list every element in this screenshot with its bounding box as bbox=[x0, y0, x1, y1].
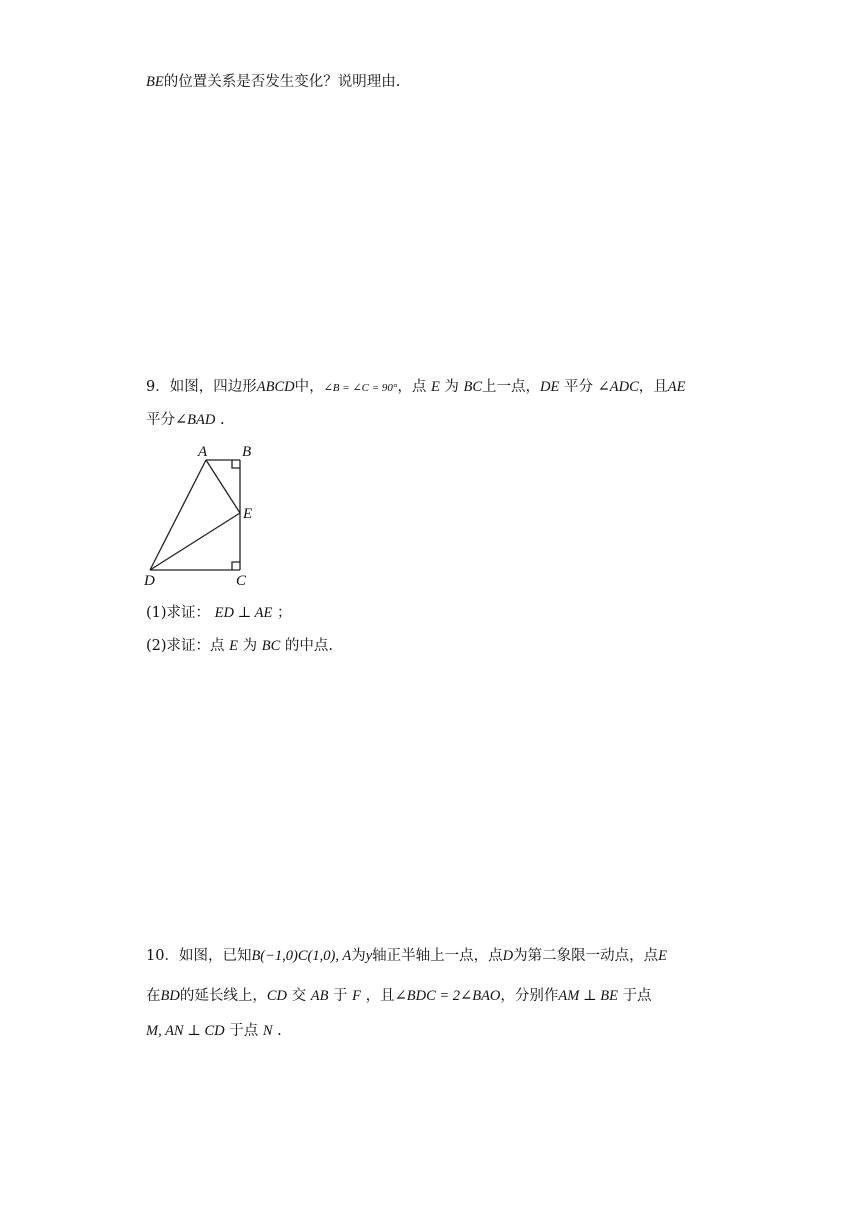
segment-bc: BC bbox=[261, 638, 281, 654]
segment-ae: AE bbox=[667, 379, 686, 395]
label-e: E bbox=[243, 506, 253, 522]
text: ，且 bbox=[638, 379, 668, 395]
perpendicular-ed-ae: ED ⊥ AE bbox=[214, 605, 273, 621]
point-b-coordinates: B(−1,0) bbox=[251, 948, 298, 964]
point-n: N bbox=[262, 1023, 273, 1039]
angle-adc: ∠ADC bbox=[597, 379, 639, 395]
question-9-part-2 bbox=[146, 636, 333, 656]
question-10-line-2 bbox=[146, 986, 652, 1006]
segment-da bbox=[150, 460, 206, 570]
right-angles-condition: ∠B = ∠C = 90° bbox=[323, 382, 398, 394]
text: 于 bbox=[333, 988, 348, 1004]
text: 为第二象限一动点，点 bbox=[513, 948, 659, 964]
text: 交 bbox=[291, 988, 307, 1004]
text: 为 bbox=[351, 948, 366, 964]
quadrilateral-abcd: ABCD bbox=[256, 379, 295, 395]
question-9-part-1 bbox=[146, 603, 291, 623]
segment-de bbox=[150, 513, 240, 570]
text: . bbox=[277, 1023, 282, 1039]
text: 的中点. bbox=[284, 638, 333, 654]
text: (1)求证： bbox=[146, 605, 211, 621]
point-e: E bbox=[658, 948, 667, 964]
perpendicular-am-be: AM ⊥ BE bbox=[558, 988, 618, 1004]
question-9-line-1 bbox=[146, 377, 685, 398]
segment-be: BE bbox=[146, 74, 164, 90]
point-a: , A bbox=[335, 948, 352, 964]
segment-ab: AB bbox=[310, 988, 329, 1004]
point-e: E bbox=[229, 638, 239, 654]
continuation-text: 的位置关系是否发生变化？说明理由. bbox=[163, 74, 401, 90]
label-b: B bbox=[242, 444, 252, 460]
question-9-line-2 bbox=[146, 410, 225, 430]
point-f: F bbox=[352, 988, 362, 1004]
question-9-number: 9．如图，四边形 bbox=[146, 379, 257, 395]
segment-bd: BD bbox=[160, 988, 180, 1004]
text: 平分 bbox=[146, 412, 175, 428]
perpendicular-an-cd: M, AN ⊥ CD bbox=[146, 1023, 225, 1039]
text: 于点 bbox=[229, 1023, 259, 1039]
segment-bc: BC bbox=[463, 379, 483, 395]
point-e: E bbox=[430, 379, 440, 395]
angle-bad: ∠BAD bbox=[175, 412, 216, 428]
text: 轴正半轴上一点，点 bbox=[372, 948, 503, 964]
question-10-line-3 bbox=[146, 1021, 282, 1041]
question-8-continuation bbox=[146, 72, 400, 92]
y-axis: y bbox=[365, 948, 373, 964]
text: . bbox=[219, 412, 225, 428]
question-10-line-1 bbox=[146, 946, 667, 966]
text: 于点 bbox=[622, 988, 652, 1004]
text: 在 bbox=[146, 988, 161, 1004]
segment-cd: CD bbox=[266, 988, 287, 1004]
text: 中， bbox=[294, 379, 324, 395]
right-angle-b bbox=[232, 460, 240, 468]
segment-de: DE bbox=[540, 379, 560, 395]
text: ； bbox=[276, 605, 292, 621]
text: 上一点， bbox=[482, 379, 541, 395]
question-10-number: 10．如图，已知 bbox=[146, 948, 252, 964]
text: ，点 bbox=[397, 379, 427, 395]
text: 平分 bbox=[564, 379, 593, 395]
right-angle-c bbox=[232, 562, 240, 570]
text: 为 bbox=[242, 638, 258, 654]
text: (2)求证：点 bbox=[146, 638, 225, 654]
angle-condition: ∠BDC = 2∠BAO bbox=[394, 988, 501, 1004]
point-d: D bbox=[502, 948, 514, 964]
text: ，分别作 bbox=[500, 988, 559, 1004]
label-c: C bbox=[236, 573, 247, 589]
label-d: D bbox=[144, 573, 155, 589]
text: ，且 bbox=[365, 988, 395, 1004]
label-a: A bbox=[198, 444, 208, 460]
point-c-coordinates: C(1,0) bbox=[297, 948, 336, 964]
quadrilateral-figure bbox=[140, 440, 270, 590]
text: 的延长线上， bbox=[179, 988, 267, 1004]
text: 为 bbox=[444, 379, 459, 395]
